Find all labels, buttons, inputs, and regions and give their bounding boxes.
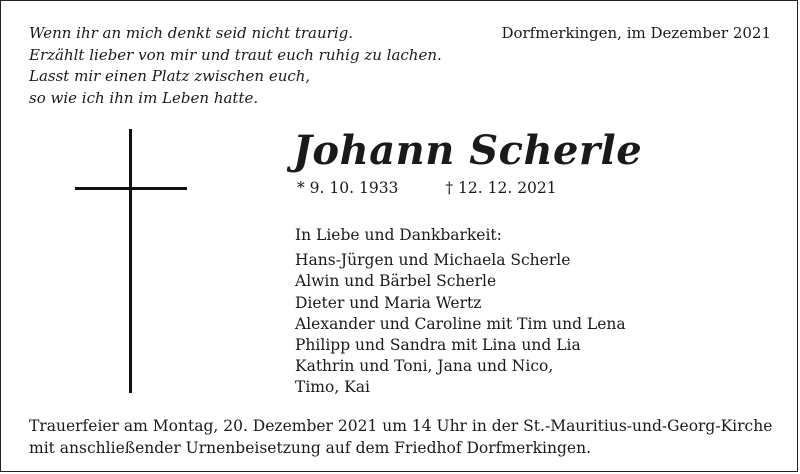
death-date: † 12. 12. 2021 [445,179,557,197]
family-intro: In Liebe und Dankbarkeit: [295,226,502,244]
family-member: Dieter und Maria Wertz [295,293,482,312]
family-member: Hans-Jürgen und Michaela Scherle [295,251,571,270]
birth-date: * 9. 10. 1933 [297,179,399,197]
poem-line: so wie ich ihn im Leben hatte. [29,88,259,107]
place-date: Dorfmerkingen, im Dezember 2021 [501,24,771,42]
family-member: Alexander und Caroline mit Tim und Lena [295,314,626,333]
cross-vertical-bar [129,129,132,393]
poem-line: Wenn ihr an mich denkt seid nicht traurig. [29,24,354,42]
poem-line: Lasst mir einen Platz zwischen euch, [29,67,311,85]
family-member: Philipp und Sandra mit Lina und Lia [295,336,581,355]
service-line: mit anschließender Urnenbeisetzung auf dem Friedhof Dorfmerkingen. [29,439,592,457]
life-dates [297,177,557,199]
poem-line: Erzählt lieber von mir und traut euch ruhig zu lachen. [29,45,442,64]
funeral-service-info [29,415,772,459]
family-member: Alwin und Bärbel Scherle [295,272,497,291]
family-list [295,225,626,399]
family-member: Kathrin und Toni, Jana und Nico, [295,357,554,376]
service-line: Trauerfeier am Montag, 20. Dezember 2021 um 14 Uhr in der St.-Mauritius-und-Georg-Kirche [29,417,773,435]
family-member: Timo, Kai [295,378,370,397]
poem [29,23,442,109]
deceased-name: Johann Scherle [293,127,643,174]
cross-horizontal-bar [75,187,187,190]
